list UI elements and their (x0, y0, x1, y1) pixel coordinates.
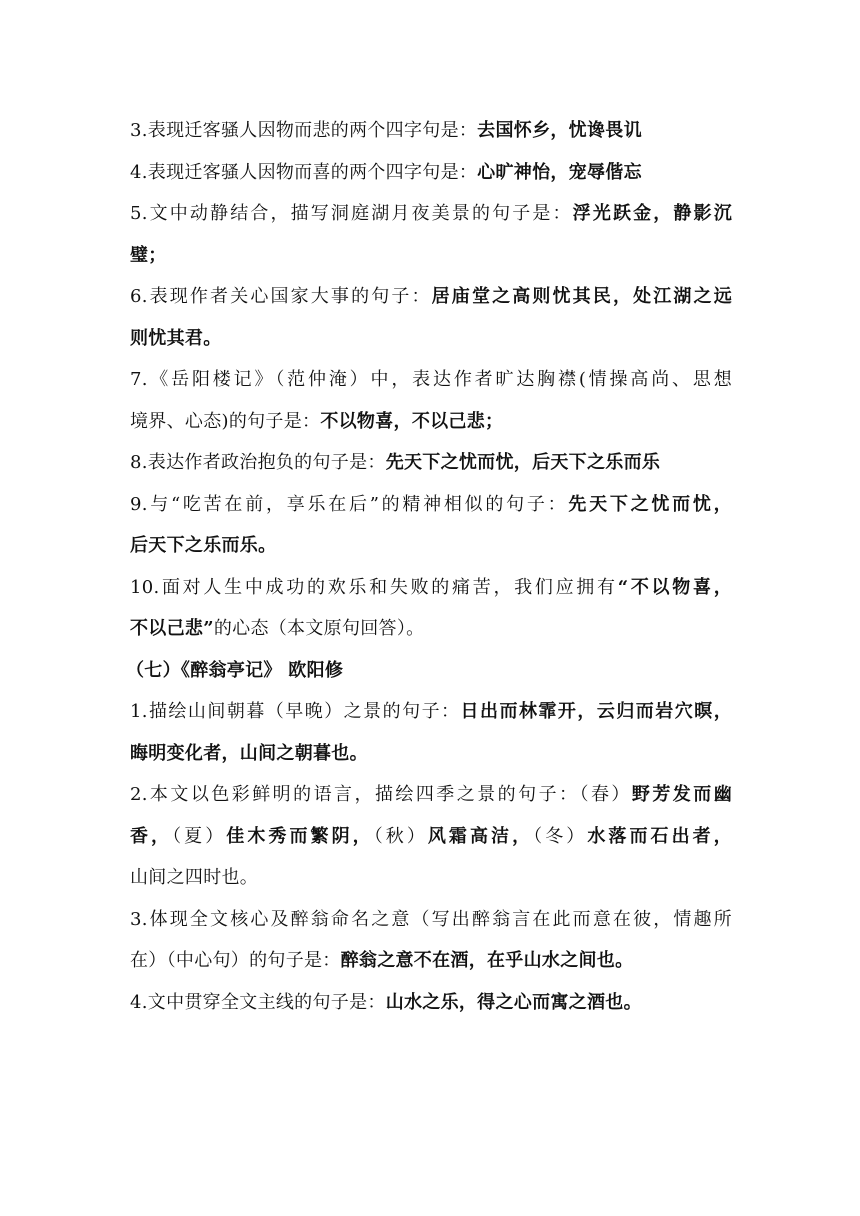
line-answer: 居庙堂之高则忧其民，处江湖之远 (431, 286, 732, 307)
line-text: 6.表现作者关心国家大事的句子： (130, 286, 432, 307)
line-answer: 日出而林霏开，云归而岩穴暝， (460, 701, 732, 722)
line-answer: 后天下之乐而乐。 (130, 535, 277, 556)
line-text: 1.描绘山间朝暮（早晚）之景的句子： (130, 701, 461, 722)
text-line (130, 899, 732, 941)
line-text: （秋） (373, 825, 428, 847)
text-line (130, 940, 732, 982)
line-text: 4.表现迁客骚人因物而喜的两个四字句是： (130, 161, 478, 183)
line-text: 10.面对人生中成功的欢乐和失败的痛苦，我们应拥有 (130, 576, 618, 598)
text-line (130, 110, 732, 152)
line-answer: 醉翁之意不在酒，在乎山水之间也。 (340, 950, 634, 971)
line-text: 境界、心态)的句子是： (130, 410, 321, 432)
line-text: （冬） (533, 825, 588, 847)
line-answer: 佳木秀而繁阴， (226, 825, 374, 847)
text-line (130, 525, 732, 567)
text-line (130, 235, 732, 277)
text-line (130, 193, 732, 235)
line-text: 5.文中动静结合，描写洞庭湖月夜美景的句子是： (130, 203, 573, 224)
line-answer: 山水之乐，得之心而寓之酒也。 (385, 991, 642, 1013)
text-line (130, 567, 732, 609)
text-line (130, 608, 732, 650)
line-answer: 璧； (130, 244, 167, 266)
line-answer: 水落而石出者， (587, 825, 732, 847)
line-answer: 则忧其君。 (130, 327, 222, 349)
line-text: 3.体现全文核心及醉翁命名之意（写出醉翁言在此而意在彼，情趣所 (130, 908, 732, 930)
text-line (130, 359, 732, 401)
text-line (130, 152, 732, 194)
text-line (130, 484, 732, 526)
text-line (130, 982, 732, 1024)
line-answer: 心旷神怡，宠辱偕忘 (477, 161, 642, 183)
line-answer: 风霜高洁， (427, 825, 534, 847)
line-text: 7.《岳阳楼记》（范仲淹）中，表达作者旷达胸襟(情操高尚、思想 (130, 369, 732, 390)
text-line (130, 442, 732, 484)
line-answer: 晦明变化者，山间之朝暮也。 (130, 742, 368, 764)
text-line (130, 691, 732, 733)
line-text: 9.与“吃苦在前，享乐在后”的精神相似的句子： (130, 493, 569, 515)
text-line (130, 276, 732, 318)
line-answer: 去国怀乡，忧谗畏讥 (477, 120, 642, 141)
line-answer: 先天下之忧而忧，后天下之乐而乐 (385, 452, 661, 473)
line-answer: “不以物喜， (617, 576, 732, 598)
line-answer: 先天下之忧而忧， (568, 493, 732, 515)
line-answer: 浮光跃金，静影沉 (572, 203, 732, 224)
text-line (130, 816, 732, 858)
line-text: 在）（中心句）的句子是： (130, 950, 341, 971)
text-line (130, 774, 732, 816)
line-text: 8.表达作者政治抱负的句子是： (130, 452, 386, 473)
line-text: 的心态（本文原句回答）。 (213, 618, 425, 639)
line-text: 4.文中贯穿全文主线的句子是： (130, 991, 386, 1013)
text-line (130, 857, 732, 899)
line-answer: 香， (130, 825, 173, 847)
line-answer: 野芳发而幽 (631, 784, 732, 805)
text-line (130, 318, 732, 360)
line-answer: 不以己悲” (130, 618, 214, 639)
section-heading: （七）《醉翁亭记》 欧阳修 (126, 659, 344, 681)
line-text: （夏） (172, 825, 227, 847)
line-text: 3.表现迁客骚人因物而悲的两个四字句是： (130, 120, 478, 141)
text-line (130, 401, 732, 443)
line-answer: 不以物喜，不以己悲； (320, 410, 504, 432)
text-line (130, 733, 732, 775)
line-text: 2.本文以色彩鲜明的语言，描绘四季之景的句子：（春） (130, 784, 632, 805)
line-text: 山间之四时也。 (130, 867, 259, 888)
